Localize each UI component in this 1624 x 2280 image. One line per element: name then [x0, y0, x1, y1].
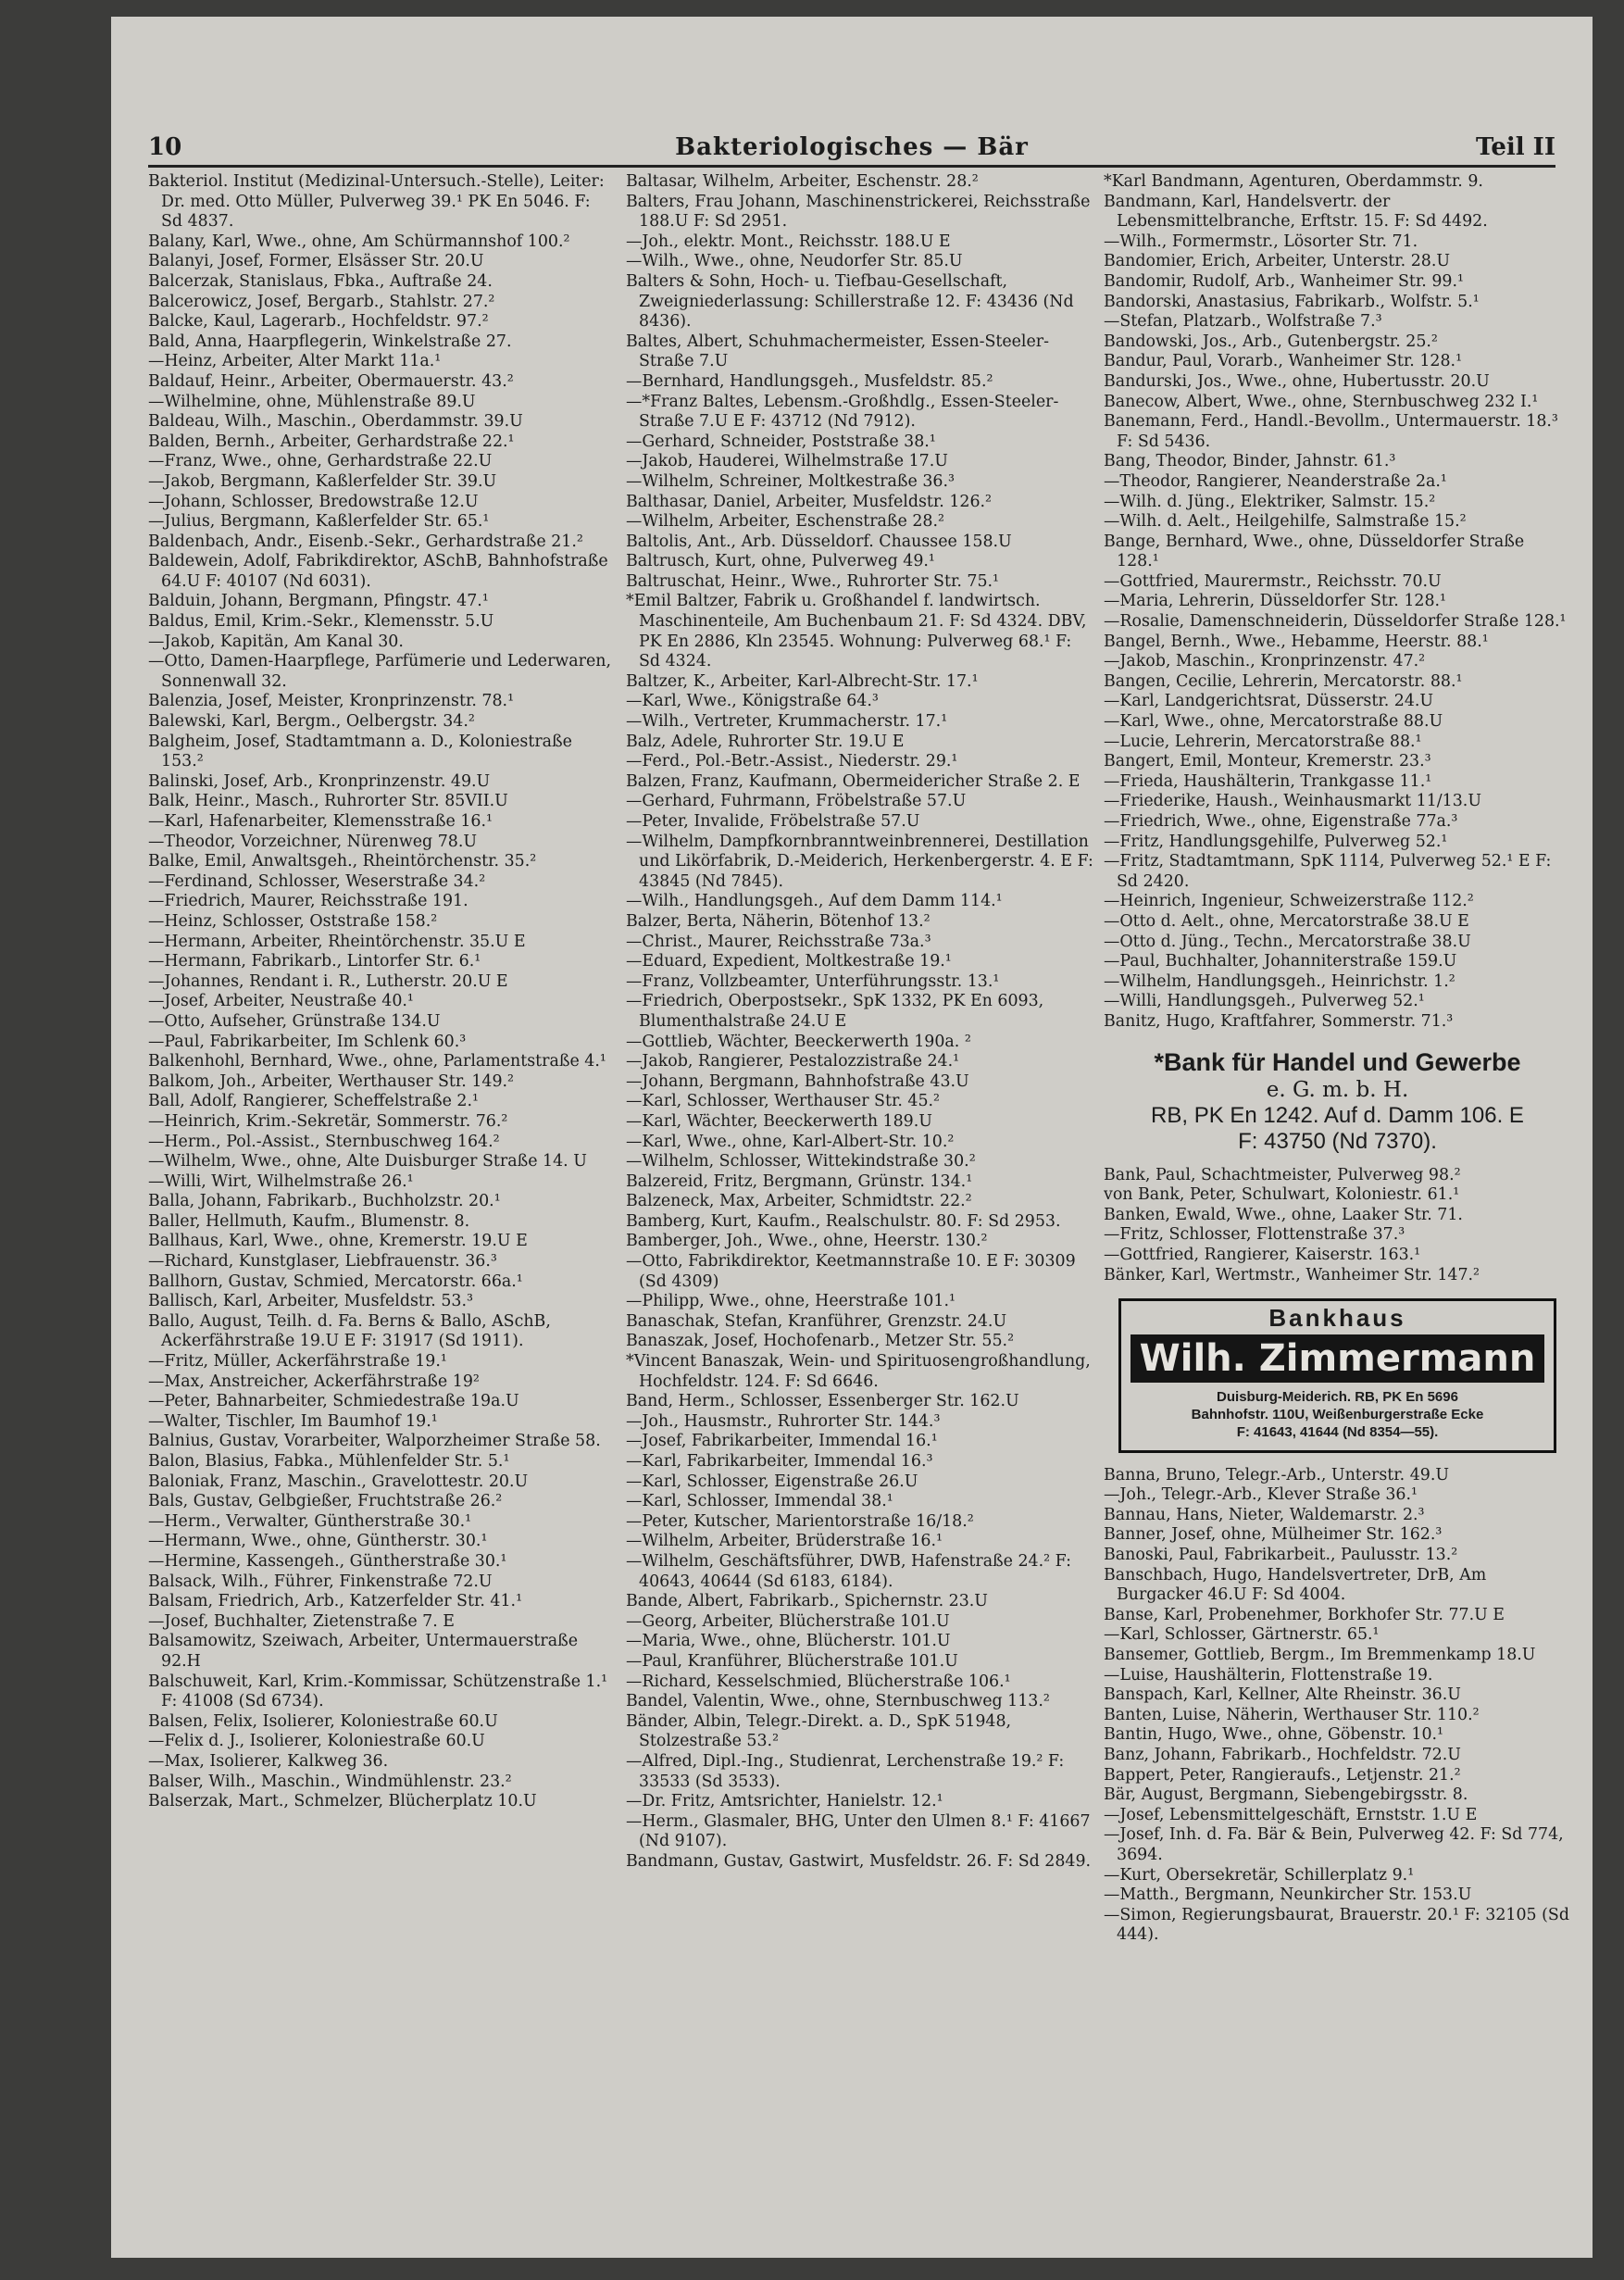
directory-entry: Bang, Theodor, Binder, Jahnstr. 61.³ — [1104, 452, 1396, 471]
directory-entry: Baldus, Emil, Krim.-Sekr., Klemensstr. 5.U — [148, 612, 494, 632]
directory-entry: Balkenhohl, Bernhard, Wwe., ohne, Parlamentstraße 4.¹ — [148, 1052, 606, 1071]
column-1 — [148, 172, 616, 2200]
directory-entry: Baldauf, Heinr., Arbeiter, Obermauerstr. 43.² — [148, 371, 514, 391]
directory-entry: Bänder, Albin, Telegr.-Direkt. a. D., SpK 51948, Stolzestraße 53.² — [626, 1711, 1012, 1751]
directory-entry: —Jakob, Bergmann, Kaßlerfelder Str. 39.U — [148, 471, 497, 491]
directory-entry: —Simon, Regierungsbaurat, Brauerstr. 20.¹ F: 32105 (Sd 444). — [1104, 1905, 1569, 1945]
directory-entry: —Jakob, Rangierer, Pestalozzistraße 24.¹ — [626, 1052, 960, 1071]
directory-entry: —Bernhard, Handlungsgeh., Musfeldstr. 85.² — [626, 371, 993, 391]
directory-entry: Balthasar, Daniel, Arbeiter, Musfeldstr. 126.² — [626, 492, 993, 511]
directory-entry: Balcerowicz, Josef, Bergarb., Stahlstr. 27.² — [148, 292, 495, 311]
directory-entry: Bär, August, Bergmann, Siebengebirgsstr. 8. — [1104, 1785, 1468, 1805]
directory-entry: —Jakob, Maschin., Kronprinzenstr. 47.² — [1104, 652, 1426, 671]
directory-entry: —Paul, Buchhalter, Johanniterstraße 159.U — [1104, 952, 1457, 971]
directory-entry: —Willi, Wirt, Wilhelmstraße 26.¹ — [148, 1171, 414, 1191]
directory-entry: Banoski, Paul, Fabrikarbeit., Paulusstr. 13.² — [1104, 1546, 1458, 1565]
directory-entry: Banecow, Albert, Wwe., ohne, Sternbuschweg 232 I.¹ — [1104, 392, 1539, 411]
directory-entry: Bank, Paul, Schachtmeister, Pulverweg 98.² — [1104, 1165, 1461, 1184]
bank-fuer-handel-ad — [1104, 1047, 1571, 1155]
directory-entry: Balk, Heinr., Masch., Ruhrorter Str. 85VII.U — [148, 792, 508, 811]
directory-entry: Balke, Emil, Anwaltsgeh., Rheintörchenstr. 35.² — [148, 852, 537, 871]
directory-entry: Balduin, Johann, Bergmann, Pfingstr. 47.¹ — [148, 592, 489, 611]
directory-entry: Baltruschat, Heinr., Wwe., Ruhrorter Str. 75.¹ — [626, 571, 1000, 591]
directory-entry: Banten, Luise, Näherin, Werthauser Str. 110.² — [1104, 1705, 1480, 1724]
directory-entry: —Otto d. Aelt., ohne, Mercatorstraße 38.U E — [1104, 911, 1469, 931]
directory-entry: —Otto, Fabrikdirektor, Keetmannstraße 10. E F: 30309 (Sd 4309) — [626, 1252, 1076, 1291]
directory-entry: Ballhaus, Karl, Wwe., ohne, Kremerstr. 19.U E — [148, 1232, 528, 1251]
directory-entry: —Peter, Bahnarbeiter, Schmiedestraße 19a.U — [148, 1392, 519, 1411]
directory-entry: —Heinz, Schlosser, Oststraße 158.² — [148, 911, 438, 931]
directory-entry: —Karl, Wwe., ohne, Mercatorstraße 88.U — [1104, 712, 1443, 732]
directory-entry: —Wilhelm, Wwe., ohne, Alte Duisburger Straße 14. U — [148, 1152, 587, 1171]
directory-entry: —Johann, Bergmann, Bahnhofstraße 43.U — [626, 1071, 969, 1091]
directory-entry: Balserzak, Mart., Schmelzer, Blücherplatz 10.U — [148, 1792, 537, 1811]
directory-entry: —Johann, Schlosser, Bredowstraße 12.U — [148, 492, 479, 511]
directory-entry: —Julius, Bergmann, Kaßlerfelder Str. 65.¹ — [148, 512, 490, 532]
directory-entry: Banaschak, Stefan, Kranführer, Grenzstr. 24.U — [626, 1311, 1007, 1331]
directory-entry: —Wilhelm, Arbeiter, Eschenstraße 28.² — [626, 512, 944, 532]
directory-entry: —Peter, Invalide, Fröbelstraße 57.U — [626, 812, 920, 831]
directory-entry: Bals, Gustav, Gelbgießer, Fruchtstraße 26.² — [148, 1492, 503, 1511]
directory-entry: —Friedrich, Wwe., ohne, Eigenstraße 77a.³ — [1104, 812, 1458, 831]
directory-entry: Bangel, Bernh., Wwe., Hebamme, Heerstr. 88.¹ — [1104, 632, 1489, 651]
zimmermann-ad-heading: Bankhaus — [1268, 1304, 1406, 1333]
directory-entry: —Franz, Vollzbeamter, Unterführungsstr. 13.¹ — [626, 971, 1000, 991]
directory-entry: Balany, Karl, Wwe., ohne, Am Schürmannshof 100.² — [148, 232, 570, 251]
directory-entry: —Hermann, Arbeiter, Rheintörchenstr. 35.U E — [148, 932, 526, 951]
directory-entry: Bangen, Cecilie, Lehrerin, Mercatorstr. 88.¹ — [1104, 671, 1463, 691]
directory-entry: Balewski, Karl, Bergm., Oelbergstr. 34.² — [148, 712, 475, 732]
zimmermann-ad-line3: F: 41643, 41644 (Nd 8354—55). — [1236, 1423, 1439, 1440]
directory-entry: —Otto d. Jüng., Techn., Mercatorstraße 38.U — [1104, 932, 1471, 951]
directory-entry: Banspach, Karl, Kellner, Alte Rheinstr. 36.U — [1104, 1685, 1461, 1705]
directory-entry: —Jakob, Kapitän, Am Kanal 30. — [148, 632, 404, 651]
directory-entry: Balla, Johann, Fabrikarb., Buchholzstr. 20.¹ — [148, 1192, 501, 1211]
directory-entry: Baller, Hellmuth, Kaufm., Blumenstr. 8. — [148, 1211, 470, 1231]
directory-entry: —Joh., Telegr.-Arb., Klever Straße 36.¹ — [1104, 1485, 1418, 1505]
directory-entry: Baltrusch, Kurt, ohne, Pulverweg 49.¹ — [626, 552, 935, 571]
directory-entry: Ball, Adolf, Rangierer, Scheffelstraße 2.¹ — [148, 1092, 479, 1111]
directory-entry: —Felix d. J., Isolierer, Koloniestraße 60.U — [148, 1732, 485, 1751]
directory-entry: —Wilhelm, Geschäftsführer, DWB, Hafenstraße 24.² F: 40643, 40644 (Sd 6183, 6184). — [626, 1551, 1071, 1591]
directory-entry: —Fritz, Schlosser, Flottenstraße 37.³ — [1104, 1225, 1405, 1245]
directory-entry: —Karl, Schlosser, Gärtnerstr. 65.¹ — [1104, 1625, 1380, 1645]
directory-entry: —Gottfried, Rangierer, Kaiserstr. 163.¹ — [1104, 1245, 1421, 1264]
directory-entry: Baldeau, Wilh., Maschin., Oberdammstr. 39.U — [148, 412, 523, 432]
directory-entry: —Wilh., Wwe., ohne, Neudorfer Str. 85.U — [626, 252, 963, 271]
directory-entry: *Vincent Banaszak, Wein- und Spirituosengroßhandlung, Hochfeldstr. 124. F: Sd 6646. — [626, 1352, 1091, 1391]
directory-entry: Balnius, Gustav, Vorarbeiter, Walporzheimer Straße 58. — [148, 1432, 601, 1451]
directory-entry: Bandorski, Anastasius, Fabrikarb., Wolfstr. 5.¹ — [1104, 292, 1480, 311]
directory-entry: —Joh., Hausmstr., Ruhrorter Str. 144.³ — [626, 1411, 941, 1431]
directory-entry: Balzer, Berta, Näherin, Bötenhof 13.² — [626, 911, 931, 931]
header-rule — [148, 165, 1555, 168]
zimmermann-ad-line1: Duisburg-Meiderich. RB, PK En 5696 — [1217, 1388, 1458, 1405]
directory-entry: Baltasar, Wilhelm, Arbeiter, Eschenstr. 28.² — [626, 172, 979, 191]
directory-entry: Bald, Anna, Haarpflegerin, Winkelstraße 27. — [148, 332, 512, 351]
directory-entry: —Alfred, Dipl.-Ing., Studienrat, Lerchenstraße 19.² F: 33533 (Sd 3533). — [626, 1751, 1065, 1791]
directory-entry: Bappert, Peter, Rangieraufs., Letjenstr. 21.² — [1104, 1765, 1461, 1785]
bank-ad-phone: F: 43750 (Nd 7370). — [1238, 1128, 1437, 1154]
column-3-entries-middle — [1104, 1166, 1571, 1286]
page-number: 10 — [148, 133, 182, 161]
directory-entry: Balzereid, Fritz, Bergmann, Grünstr. 134.¹ — [626, 1171, 973, 1191]
directory-entry: —Maria, Wwe., ohne, Blücherstr. 101.U — [626, 1632, 951, 1651]
directory-entry: —Max, Isolierer, Kalkweg 36. — [148, 1751, 389, 1771]
directory-entry: —Fritz, Handlungsgehilfe, Pulverweg 52.¹ — [1104, 832, 1448, 851]
directory-entry: —Wilh. d. Jüng., Elektriker, Salmstr. 15.² — [1104, 492, 1436, 511]
directory-entry: —Gerhard, Fuhrmann, Fröbelstraße 57.U — [626, 792, 967, 811]
directory-entry: —Paul, Fabrikarbeiter, Im Schlenk 60.³ — [148, 1032, 467, 1051]
zimmermann-ad-line2: Bahnhofstr. 110U, Weißenburgerstraße Ecke — [1191, 1406, 1484, 1422]
directory-entry: —Wilh., Handlungsgeh., Auf dem Damm 114.¹ — [626, 892, 1003, 911]
directory-entry: Balschuweit, Karl, Krim.-Kommissar, Schützenstraße 1.¹ F: 41008 (Sd 6734). — [148, 1672, 608, 1711]
directory-entry: —Josef, Buchhalter, Zietenstraße 7. E — [148, 1611, 455, 1631]
zimmermann-ad — [1118, 1298, 1556, 1453]
directory-entry: —Josef, Fabrikarbeiter, Immendal 16.¹ — [626, 1432, 938, 1451]
column-3-entries-bottom — [1104, 1466, 1571, 1946]
directory-entry: Bangert, Emil, Monteur, Kremerstr. 23.³ — [1104, 752, 1431, 771]
directory-entry: —Karl, Hafenarbeiter, Klemensstraße 16.¹ — [148, 812, 493, 831]
directory-entry: —Wilh. d. Aelt., Heilgehilfe, Salmstraße 15.² — [1104, 512, 1467, 532]
directory-entry: —Lucie, Lehrerin, Mercatorstraße 88.¹ — [1104, 732, 1422, 751]
directory-page — [111, 17, 1593, 2258]
directory-entry: Balon, Blasius, Fabka., Mühlenfelder Str. 5.¹ — [148, 1452, 510, 1471]
directory-entry: —Johannes, Rendant i. R., Lutherstr. 20.U E — [148, 971, 508, 991]
directory-entry: —Philipp, Wwe., ohne, Heerstraße 101.¹ — [626, 1292, 956, 1311]
directory-entry: —Heinrich, Krim.-Sekretär, Sommerstr. 76.² — [148, 1111, 508, 1131]
directory-entry: —Karl, Wwe., Königstraße 64.³ — [626, 692, 879, 711]
directory-entry: —Wilh., Formermstr., Lösorter Str. 71. — [1104, 232, 1418, 251]
directory-entry: Balcke, Kaul, Lagerarb., Hochfeldstr. 97.² — [148, 312, 489, 332]
directory-entry: —Maria, Lehrerin, Düsseldorfer Str. 128.¹ — [1104, 592, 1447, 611]
directory-entry: —Herm., Pol.-Assist., Sternbuschweg 164.² — [148, 1132, 500, 1151]
directory-entry: Baltolis, Ant., Arb. Düsseldorf. Chaussee 158.U — [626, 532, 1012, 551]
directory-entry: —Karl, Landgerichtsrat, Düsserstr. 24.U — [1104, 692, 1434, 711]
directory-entry: Banna, Bruno, Telegr.-Arb., Unterstr. 49.U — [1104, 1465, 1450, 1485]
directory-entry: —Kurt, Obersekretär, Schillerplatz 9.¹ — [1104, 1865, 1415, 1885]
directory-entry: Ballo, August, Teilh. d. Fa. Berns & Ballo, ASchB, Ackerfährstraße 19.U E F: 31917 (Sd 1911). — [148, 1311, 551, 1351]
directory-entry: Balsack, Wilh., Führer, Finkenstraße 72.U — [148, 1572, 493, 1591]
directory-entry: Balsen, Felix, Isolierer, Koloniestraße 60.U — [148, 1711, 498, 1731]
directory-entry: —Wilhelm, Schreiner, Moltkestraße 36.³ — [626, 471, 955, 491]
directory-entry: Balzen, Franz, Kaufmann, Obermeidericher Straße 2. E — [626, 771, 1081, 791]
directory-entry: Balkom, Joh., Arbeiter, Werthauser Str. 149.² — [148, 1071, 515, 1091]
directory-entry: —Christ., Maurer, Reichsstraße 73a.³ — [626, 932, 931, 951]
directory-entry: —Willi, Handlungsgeh., Pulverweg 52.¹ — [1104, 992, 1425, 1011]
directory-entry: —Wilhelm, Arbeiter, Brüderstraße 16.¹ — [626, 1532, 943, 1551]
column-3-entries-top — [1104, 172, 1571, 1033]
directory-entry: Bamberg, Kurt, Kaufm., Realschulstr. 80. F: Sd 2953. — [626, 1211, 1061, 1231]
directory-entry: Banz, Johann, Fabrikarb., Hochfeldstr. 72.U — [1104, 1746, 1461, 1764]
directory-entry: —Fritz, Müller, Ackerfährstraße 19.¹ — [148, 1352, 447, 1372]
directory-entry: Bandurski, Jos., Wwe., ohne, Hubertusstr. 20.U — [1104, 371, 1490, 391]
directory-entry: Bandmann, Karl, Handelsvertr. der Lebensmittelbranche, Erftstr. 15. F: Sd 4492. — [1104, 192, 1488, 232]
directory-entry: Balinski, Josef, Arb., Kronprinzenstr. 49.U — [148, 771, 491, 791]
directory-entry: —Frieda, Haushälterin, Trankgasse 11.¹ — [1104, 771, 1432, 791]
directory-entry: Banaszak, Josef, Hochofenarb., Metzer Str. 55.² — [626, 1332, 1015, 1351]
directory-entry: —Walter, Tischler, Im Baumhof 19.¹ — [148, 1411, 438, 1431]
page-header-title: Bakteriologisches — Bär — [675, 133, 1029, 161]
directory-entry: —Friedrich, Oberpostsekr., SpK 1332, PK En 6093, Blumenthalstraße 24.U E — [626, 992, 1044, 1031]
directory-entry: —Richard, Kunstglaser, Liebfrauenstr. 36.³ — [148, 1252, 497, 1272]
directory-entry: *Karl Bandmann, Agenturen, Oberdammstr. 9. — [1104, 172, 1483, 191]
directory-entry: —*Franz Baltes, Lebensm.-Großhdlg., Essen-Steeler-Straße 7.U E F: 43712 (Nd 7912). — [626, 392, 1059, 432]
directory-entry: —Karl, Schlosser, Immendal 38.¹ — [626, 1492, 893, 1511]
directory-entry: —Fritz, Stadtamtmann, SpK 1114, Pulverweg 52.¹ E F: Sd 2420. — [1104, 852, 1552, 891]
directory-entry: —Paul, Kranführer, Blücherstraße 101.U — [626, 1651, 958, 1671]
directory-entry: —Karl, Fabrikarbeiter, Immendal 16.³ — [626, 1452, 933, 1471]
directory-entry: Balenzia, Josef, Meister, Kronprinzenstr. 78.¹ — [148, 692, 515, 711]
directory-entry: —Gerhard, Schneider, Poststraße 38.¹ — [626, 432, 936, 451]
directory-entry: —Dr. Fritz, Amtsrichter, Hanielstr. 12.¹ — [626, 1792, 943, 1811]
directory-entry: Bandmann, Gustav, Gastwirt, Musfeldstr. 26. F: Sd 2849. — [626, 1851, 1092, 1871]
column-3 — [1104, 172, 1571, 2200]
directory-entry: Baloniak, Franz, Maschin., Gravelottestr. 20.U — [148, 1472, 529, 1491]
directory-entry: —Eduard, Expedient, Moltkestraße 19.¹ — [626, 952, 952, 971]
bank-ad-legal-form: e. G. m. b. H. — [1266, 1077, 1409, 1102]
directory-entry: —Matth., Bergmann, Neunkircher Str. 153.U — [1104, 1885, 1472, 1905]
directory-entry: —Wilh., Vertreter, Krummacherstr. 17.¹ — [626, 712, 948, 732]
directory-entry: —Wilhelm, Dampfkornbranntweinbrennerei, Destillation und Likörfabrik, D.-Meiderich, Herkenbergerstr. 4. E F: 43845 (Nd 7845). — [626, 832, 1093, 891]
directory-entry: —Theodor, Vorzeichner, Nürenweg 78.U — [148, 832, 478, 851]
directory-entry: Balsamowitz, Szeiwach, Arbeiter, Untermauerstraße 92.H — [148, 1632, 579, 1671]
directory-entry: —Theodor, Rangierer, Neanderstraße 2a.¹ — [1104, 471, 1447, 491]
directory-entry: —Jakob, Hauderei, Wilhelmstraße 17.U — [626, 452, 948, 471]
running-head — [148, 126, 1555, 165]
directory-entry: —Peter, Kutscher, Marientorstraße 16/18.² — [626, 1511, 974, 1531]
directory-entry: Balser, Wilh., Maschin., Windmühlenstr. 23.² — [148, 1772, 512, 1791]
directory-entry: —Karl, Wächter, Beeckerwerth 189.U — [626, 1111, 932, 1131]
directory-entry: Banemann, Ferd., Handl.-Bevollm., Untermauerstr. 18.³ F: Sd 5436. — [1104, 412, 1558, 451]
directory-entry: —Karl, Schlosser, Eigenstraße 26.U — [626, 1472, 918, 1491]
directory-entry: von Bank, Peter, Schulwart, Koloniestr. 61.¹ — [1104, 1185, 1460, 1205]
directory-entry: —Josef, Inh. d. Fa. Bär & Bein, Pulverweg 42. F: Sd 774, 3694. — [1104, 1825, 1564, 1864]
directory-entry: Bande, Albert, Fabrikarb., Spichernstr. 23.U — [626, 1592, 988, 1611]
directory-entry: Bandowski, Jos., Arb., Gutenbergstr. 25.² — [1104, 332, 1438, 351]
directory-entry: —Max, Anstreicher, Ackerfährstraße 19² — [148, 1372, 480, 1391]
directory-entry: Baldenbach, Andr., Eisenb.-Sekr., Gerhardstraße 21.² — [148, 532, 583, 551]
directory-entry: —Stefan, Platzarb., Wolfstraße 7.³ — [1104, 312, 1382, 332]
directory-entry: —Karl, Wwe., ohne, Karl-Albert-Str. 10.² — [626, 1132, 955, 1151]
directory-entry: Bantin, Hugo, Wwe., ohne, Göbenstr. 10.¹ — [1104, 1725, 1444, 1745]
bank-ad-address: RB, PK En 1242. Auf d. Damm 106. E — [1151, 1102, 1524, 1128]
directory-entry: —Hermann, Fabrikarb., Lintorfer Str. 6.¹ — [148, 952, 481, 971]
directory-entry: Balgheim, Josef, Stadtamtmann a. D., Koloniestraße 153.² — [148, 732, 572, 771]
directory-entry: Bandel, Valentin, Wwe., ohne, Sternbuschweg 113.² — [626, 1692, 1050, 1711]
directory-entry: Banschbach, Hugo, Handelsvertreter, DrB, Am Burgacker 46.U F: Sd 4004. — [1104, 1565, 1487, 1605]
directory-entry: —Ferd., Pol.-Betr.-Assist., Niederstr. 29.¹ — [626, 752, 958, 771]
directory-entry: —Luise, Haushälterin, Flottenstraße 19. — [1104, 1665, 1433, 1685]
directory-entry: Bansemer, Gottlieb, Bergm., Im Bremmenkamp 18.U — [1104, 1646, 1536, 1665]
directory-entry: —Franz, Wwe., ohne, Gerhardstraße 22.U — [148, 452, 493, 471]
zimmermann-ad-name: Wilh. Zimmermann — [1131, 1334, 1544, 1383]
directory-entry: —Karl, Schlosser, Werthauser Str. 45.² — [626, 1092, 941, 1111]
directory-entry: —Josef, Arbeiter, Neustraße 40.¹ — [148, 992, 414, 1011]
directory-entry: —Herm., Verwalter, Güntherstraße 30.¹ — [148, 1511, 472, 1531]
directory-entry: Banner, Josef, ohne, Mülheimer Str. 162.³ — [1104, 1525, 1443, 1545]
directory-entry: Balters & Sohn, Hoch- u. Tiefbau-Gesellschaft, Zweigniederlassung: Schillerstraße 12. F: 43436 (Nd 8436). — [626, 271, 1074, 332]
directory-entry: Bandomier, Erich, Arbeiter, Unterstr. 28.U — [1104, 252, 1451, 271]
directory-entry: Balanyi, Josef, Former, Elsässer Str. 20.U — [148, 252, 484, 271]
directory-entry: —Wilhelm, Handlungsgeh., Heinrichstr. 1.² — [1104, 971, 1455, 991]
directory-entry: —Herm., Glasmaler, BHG, Unter den Ulmen 8.¹ F: 41667 (Nd 9107). — [626, 1811, 1091, 1851]
directory-entry: —Josef, Lebensmittelgeschäft, Ernststr. 1.U E — [1104, 1805, 1478, 1824]
directory-entry: —Wilhelm, Schlosser, Wittekindstraße 30.² — [626, 1152, 976, 1171]
directory-entry: Bange, Bernhard, Wwe., ohne, Düsseldorfer Straße 128.¹ — [1104, 532, 1525, 571]
directory-entry: Baltes, Albert, Schuhmachermeister, Essen-Steeler-Straße 7.U — [626, 332, 1049, 371]
directory-entry: Balsam, Friedrich, Arb., Katzerfelder Str. 41.¹ — [148, 1592, 523, 1611]
directory-entry: Baltzer, K., Arbeiter, Karl-Albrecht-Str. 17.¹ — [626, 671, 979, 691]
directory-entry: Bänker, Karl, Wertmstr., Wanheimer Str. 147.² — [1104, 1265, 1480, 1284]
directory-entry: Ballhorn, Gustav, Schmied, Mercatorstr. 66a.¹ — [148, 1272, 523, 1291]
page-section: Teil II — [1475, 133, 1555, 161]
directory-entry: Bamberger, Joh., Wwe., ohne, Heerstr. 130.² — [626, 1232, 988, 1251]
bank-ad-name: *Bank für Handel und Gewerbe — [1154, 1047, 1521, 1076]
directory-entry: Bakteriol. Institut (Medizinal-Untersuch.-Stelle), Leiter: Dr. med. Otto Müller, Pulverweg 39.¹ PK En 5046. F: Sd 4837. — [148, 172, 605, 232]
directory-entry: *Emil Baltzer, Fabrik u. Großhandel f. landwirtsch. Maschinenteile, Am Buchenbaum 21. F: Sd 4324. DBV, PK En 2886, Kln 23545. Wohnung: Pulverweg 68.¹ F: Sd 4324. — [626, 592, 1087, 671]
directory-entry: Bandomir, Rudolf, Arb., Wanheimer Str. 99.¹ — [1104, 271, 1464, 291]
directory-entry: —Rosalie, Damenschneiderin, Düsseldorfer Straße 128.¹ — [1104, 612, 1567, 632]
directory-entry: —Friedrich, Maurer, Reichsstraße 191. — [148, 892, 468, 911]
directory-entry: —Heinrich, Ingenieur, Schweizerstraße 112.² — [1104, 892, 1474, 911]
directory-entry: Bandur, Paul, Vorarb., Wanheimer Str. 128.¹ — [1104, 352, 1463, 371]
directory-entry: —Hermine, Kassengeh., Güntherstraße 30.¹ — [148, 1551, 507, 1571]
directory-entry: Bannau, Hans, Nieter, Waldemarstr. 2.³ — [1104, 1505, 1425, 1524]
directory-entry: —Heinz, Arbeiter, Alter Markt 11a.¹ — [148, 352, 442, 371]
directory-entry: —Gottlieb, Wächter, Beeckerwerth 190a. ² — [626, 1032, 971, 1051]
directory-entry: Baldewein, Adolf, Fabrikdirektor, ASchB, Bahnhofstraße 64.U F: 40107 (Nd 6031). — [148, 552, 608, 591]
directory-entry: —Wilhelmine, ohne, Mühlenstraße 89.U — [148, 392, 476, 411]
directory-entry: —Friederike, Haush., Weinhausmarkt 11/13.U — [1104, 792, 1481, 811]
directory-entry: —Ferdinand, Schlosser, Weserstraße 34.² — [148, 871, 486, 891]
directory-entry: Banse, Karl, Probenehmer, Borkhofer Str. 77.U E — [1104, 1605, 1505, 1624]
directory-entry: Balters, Frau Johann, Maschinenstrickerei, Reichsstraße 188.U F: Sd 2951. — [626, 192, 1091, 232]
directory-entry: —Otto, Aufseher, Grünstraße 134.U — [148, 1011, 441, 1031]
directory-entry: Ballisch, Karl, Arbeiter, Musfeldstr. 53.³ — [148, 1292, 473, 1311]
column-2 — [626, 172, 1093, 2200]
directory-entry: —Georg, Arbeiter, Blücherstraße 101.U — [626, 1611, 950, 1631]
directory-entry: Balzeneck, Max, Arbeiter, Schmidtstr. 22.² — [626, 1192, 972, 1211]
directory-entry: Band, Herm., Schlosser, Essenberger Str. 162.U — [626, 1392, 1019, 1411]
directory-entry: —Otto, Damen-Haarpflege, Parfümerie und Lederwaren, Sonnenwall 32. — [148, 652, 611, 691]
directory-entry: Balden, Bernh., Arbeiter, Gerhardstraße 22.¹ — [148, 432, 515, 451]
directory-entry: —Joh., elektr. Mont., Reichsstr. 188.U E — [626, 232, 951, 251]
directory-entry: Balz, Adele, Ruhrorter Str. 19.U E — [626, 732, 905, 751]
directory-entry: Balcerzak, Stanislaus, Fbka., Auftraße 24. — [148, 271, 493, 291]
directory-entry: Banken, Ewald, Wwe., ohne, Laaker Str. 71. — [1104, 1205, 1463, 1224]
directory-entry: —Hermann, Wwe., ohne, Güntherstr. 30.¹ — [148, 1532, 488, 1551]
directory-entry: —Gottfried, Maurermstr., Reichsstr. 70.U — [1104, 571, 1442, 591]
directory-entry: Banitz, Hugo, Kraftfahrer, Sommerstr. 71.³ — [1104, 1011, 1454, 1031]
directory-entry: —Richard, Kesselschmied, Blücherstraße 106.¹ — [626, 1672, 1011, 1691]
